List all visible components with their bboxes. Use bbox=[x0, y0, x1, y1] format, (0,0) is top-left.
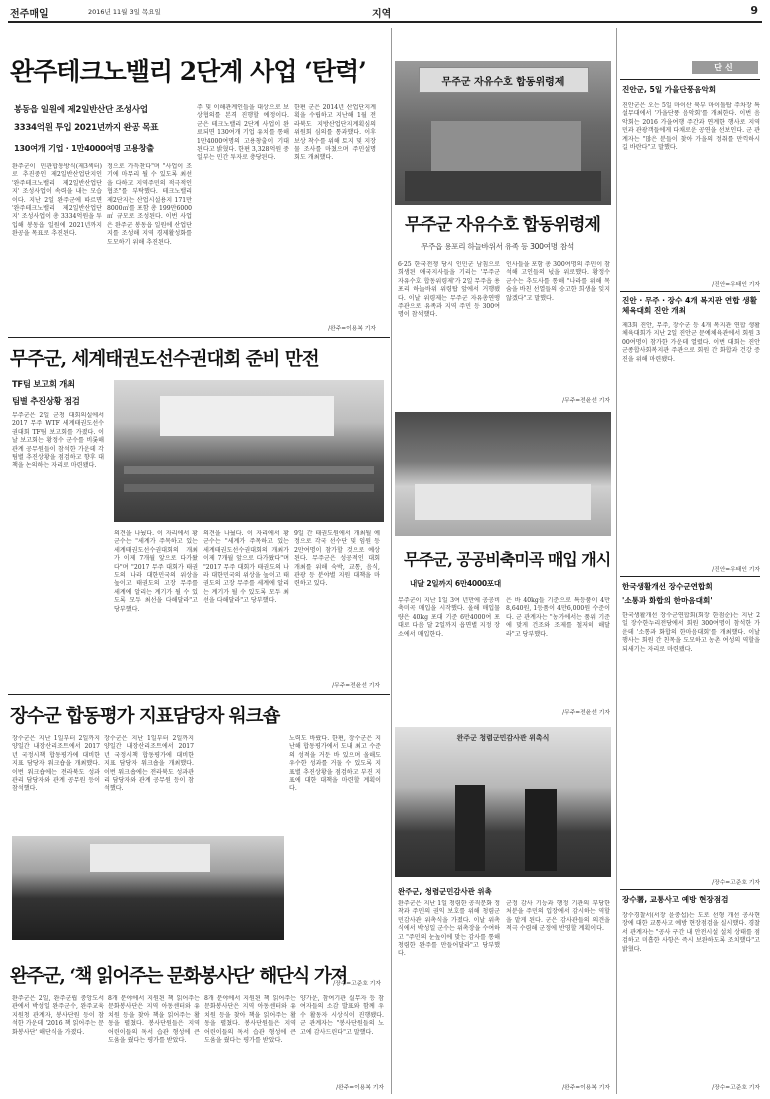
sidebar-label: 단신 bbox=[714, 63, 736, 72]
sidebar-item3-byline: /장수=고준호 기자 bbox=[712, 880, 760, 886]
rice-photo bbox=[395, 412, 611, 536]
sidebar-item1-byline: /진안=우태인 기자 bbox=[712, 282, 760, 288]
main-col5: 한편 군은 2014년 산업단지계획을 수립하고 지난해 1월 전라북도 지방산업단지계획심의위원회 심의를 통과했다. 이후 보상 착수를 위해 토지 및 지장물 조사를 마쳤으며 주민설명회도 개최했다. bbox=[294, 104, 376, 162]
sidebar-item2-body: 제3회 진안, 무주, 장수군 등 4개 복지관 연합 생활체육대회가 지난 2일 진안군 문예체육관에서 회원 300여명이 참가한 가운데 열렸다. 이번 대회는 진안군종합사회복지관 주관으로 회원 간 화합과 건강 증진을 위해 마련됐다. bbox=[622, 322, 760, 363]
sidebar-item2-byline: /진안=우태인 기자 bbox=[712, 567, 760, 573]
section-name: 지역 bbox=[372, 9, 392, 20]
sports-headline: 무주군, 세계태권도선수권대회 준비 만전 bbox=[10, 349, 319, 370]
rice-col2: 은 바 40kg들 기준으로 특등품이 4만 8,640원, 1등품이 4만6,000원 수준이다. 군 관계자는 "농가에서는 품위 기준에 맞게 건조와 조제를 철저히 해달라"고 당부했다. bbox=[506, 597, 610, 638]
books-byline: /완주=이용복 기자 bbox=[336, 1085, 384, 1091]
memorial-byline: /무주=전윤선 기자 bbox=[562, 398, 610, 404]
sidebar-rule-4 bbox=[620, 889, 760, 890]
audit-caption: 완주군, 청렴군민감사관 위촉 bbox=[398, 887, 492, 896]
jangsu-col2: 장수군은 지난 1일부터 2일까지 양일간 내장산리조트에서 2017년 국정시책 합동평가에 대비한 지표 담당자 워크숍을 개최했다. 이번 워크숍에는 전라북도 성과관리 담당자와 관계 공무원 등이 참석했다. bbox=[104, 735, 194, 793]
books-col4: 양가운, 참여기관 실무자 등 참여자들의 소감 발표와 함께 우수 활동자 시상식이 진행됐다. 군 관계자는 "봉사단원들의 노고에 감사드린다"고 말했다. bbox=[300, 995, 384, 1036]
paper-name: 전주매일 bbox=[10, 9, 49, 20]
main-col1: 완주군이 민관합동방식(제3섹터)로 추진중인 제2일반산업단지인 '완주테크노밸리 제2일반산업단지' 조성사업이 속력을 내는 모습이다. 지난 2일 완주군에 따르면 '완주테크노밸리 제2일반산업단지' 조성사업이 총 3334억원을 투입해 봉동읍 일원에 2021년까지 완공을 목표로 추진된다. bbox=[12, 163, 102, 238]
issue-date: 2016년 11월 3일 목요일 bbox=[88, 8, 161, 16]
rice-headline: 무주군, 공공비축미곡 매입 개시 bbox=[404, 550, 611, 569]
audit-byline: /완주=이용복 기자 bbox=[562, 1085, 610, 1091]
main-sub1: 봉동읍 일원에 제2일반산단 조성사업 bbox=[14, 105, 148, 115]
audit-photo bbox=[395, 727, 611, 877]
jangsu-col3: 노력도 바랐다. 한편, 장수군은 지난해 합동평가에서 도내 최고 수준의 성적을 거둔 바 있으며 올해도 우수한 성과를 거둘 수 있도록 지표별 추진상황을 점검하고 부진 지표에 대한 대책을 마련할 계획이다. bbox=[289, 735, 381, 793]
main-byline: /완주=이용복 기자 bbox=[328, 326, 376, 332]
memorial-col1: 6·25 한국전쟁 당시 인민군 남침으로 희생된 애국지사들을 기리는 '무주군 자유수호 합동위령제'가 2일 무주읍 용포리 하늘바위 위령탑 앞에서 거행됐다. 이날 위령제는 무주군 자유총연맹 주관으로 유족과 지역 주민 등 300여명이 참석했다. bbox=[398, 261, 500, 319]
rice-sub: 내달 2일까지 6만4000포대 bbox=[410, 579, 501, 588]
rice-byline: /무주=전윤선 기자 bbox=[562, 710, 610, 716]
sidebar-item4-body: 장수경찰서(서장 윤중섭)는 도로 선형 개선 공사현장에 대한 교통사고 예방 현장점검을 실시했다. 경찰서 관계자는 "공사 구간 내 안전시설 설치 상태를 점검하고 미흡한 사항은 즉시 보완하도록 조치했다"고 밝혔다. bbox=[622, 912, 760, 953]
books-col3: 8개 분야에서 지원된 책 읽어주는 문화봉사단은 지역 아동센터와 유치원 등을 찾아 책을 읽어주는 활동을 펼쳤다. 봉사단원들은 지역 어린이들의 독서 습관 형성에 큰 도움을 줬다는 평가를 받았다. bbox=[204, 995, 296, 1045]
sidebar-item3-body: 한국생활개선 장수군연합회(회장 한점순)는 지난 2일 장수한누리전당에서 회원 300여명이 참석한 가운데 '소통과 화합의 한마음대회'를 개최했다. 이날 행사는 회원 간 친목을 도모하고 농촌 여성의 역할을 되새기는 자리로 마련됐다. bbox=[622, 612, 760, 653]
sports-photo bbox=[114, 380, 384, 522]
sports-rule bbox=[8, 337, 390, 338]
sports-sub2: 팀별 추진상황 점검 bbox=[12, 396, 80, 406]
audit-banner-text: 완주군 청렴군민감사관 위촉식 bbox=[456, 734, 550, 742]
sidebar-item2-title: 진안 · 무주 · 장수 4개 복지관 연합 생활체육대회 진안 개최 bbox=[622, 296, 757, 315]
memorial-sub: 무주읍 용포리 하늘바위서 유족 등 300여명 참석 bbox=[421, 242, 574, 251]
masthead-rule bbox=[8, 21, 762, 23]
sports-byline: /무주=전윤선 기자 bbox=[332, 683, 380, 689]
sports-sub1: TF팀 보고회 개최 bbox=[12, 379, 75, 389]
sports-col1: 무주군은 2일 군청 대회의실에서 2017 무주 WTF 세계태권도선수권대회 TF팀 보고회를 가졌다. 이날 보고회는 황정수 군수를 비롯해 관계 공무원들이 참석한 가운데 각 팀별 추진상황을 점검하고 향후 대책을 논의하는 자리로 마련됐다. bbox=[12, 412, 104, 470]
memorial-headline: 무주군 자유수호 합동위령제 bbox=[405, 215, 600, 235]
audit-col1: 완주군은 지난 1일 청렴한 공직문화 정착과 주민의 권익 보호를 위해 청렴군민감사관 위촉식을 가졌다. 이날 위촉식에서 박성일 군수는 위촉장을 수여하고 "주민의 눈높이에 맞는 감사를 통해 청렴한 완주를 만들어달라"고 당부했다. bbox=[398, 900, 500, 958]
sidebar-rule-2 bbox=[620, 291, 760, 292]
sports-col2: 의견을 나눴다. 이 자리에서 황 군수는 "세계가 주목하고 있는 세계태권도선수권대회의 개최가 이제 7개월 앞으로 다가왔다"며 "2017 무주 대회가 태권도의 나라 대한민국의 위상을 높이고 태권도의 고장 무주를 세계에 알리는 계기가 될 수 있도록 모두 최선을 다해달라"고 당부했다. bbox=[114, 530, 198, 613]
page-number: 9 bbox=[750, 4, 758, 17]
memorial-photo bbox=[395, 61, 611, 205]
sports-col3: 의견을 나눴다. 이 자리에서 황 군수는 "세계가 주목하고 있는 세계태권도선수권대회의 개최가 이제 7개월 앞으로 다가왔다"며 "2017 무주 대회가 태권도의 나라 대한민국의 위상을 높이고 태권도의 고장 무주를 세계에 알리는 계기가 될 수 있도록 모두 최선을 다해달라"고 당부했다. bbox=[203, 530, 289, 605]
main-headline: 완주테크노밸리 2단계 사업 ‘탄력’ bbox=[10, 57, 366, 86]
sidebar-rule-3 bbox=[620, 576, 760, 577]
books-col1: 완주군은 2일, 완주군립 중앙도서관에서 박성일 완주군수, 완주교육지원청 관계자, 봉사단원 등이 참석한 가운데 '2016 책 읽어주는 문화봉사단' 해단식을 가졌다. bbox=[12, 995, 104, 1036]
main-col2: 정으로 가득찬다"며 "사업이 조기에 마무리 될 수 있도록 최선을 다하고 지역주민의 적극적인 협조"를 부탁했다. 테크노밸리 제2단지는 산업시설용지 171만8000㎡를 포함 총 199만6000㎡ 규모로 조성된다. 이번 사업은 완주군 봉동읍 일원에 산업단지를 조성해 지역 경제활성화를 도모하기 위해 추진된다. bbox=[107, 163, 192, 246]
memorial-banner-text: 무주군 자유수호 합동위령제 bbox=[441, 77, 565, 88]
audit-col2: 군정 감사 기능과 행정 기관의 부당한 처분을 주민의 입장에서 감시하는 역할을 맡게 된다. 군은 감사관들의 의견을 적극 수렴해 군정에 반영할 계획이다. bbox=[506, 900, 610, 933]
sidebar-item1-body: 진안군은 오는 5일 마이산 북부 마이돌탑 주차장 특설무대에서 '가을단풍 음악회'를 개최한다. 이번 음악회는 2016 가을여행 주간과 연계한 행사로 지역민과 관광객들에게 다채로운 공연을 선보인다. 군 관계자는 "많은 분들이 찾아 가을의 정취를 만끽하시길 바란다"고 말했다. bbox=[622, 102, 760, 152]
sidebar-item4-title: 장수署, 교통사고 예방 현장점검 bbox=[622, 895, 729, 904]
rice-col1: 무주군이 지난 1일 3여 년만에 공공비축미곡 매입을 시작했다. 올해 매입물량은 40kg 포대 기준 6만4000여 포대로 다음 달 2일까지 읍면별 지정 장소에서 매입한다. bbox=[398, 597, 500, 638]
main-sub3: 130여개 기업 · 1만4000여명 고용창출 bbox=[14, 143, 154, 153]
sidebar-item4-byline: /장수=고준호 기자 bbox=[712, 1085, 760, 1091]
jangsu-headline: 장수군 합동평가 지표담당자 워크숍 bbox=[10, 706, 280, 727]
sidebar-label-box bbox=[692, 61, 758, 74]
divider-sidebar bbox=[616, 28, 617, 1094]
sidebar-item3-title: 한국생활개선 장수군연합회 bbox=[622, 582, 713, 591]
books-headline: 완주군, ‘책 읽어주는 문화봉사단’ 해단식 가져 bbox=[10, 966, 347, 987]
sports-col4: 9일 간 태권도원에서 개최될 예정으로 각국 선수단 및 임원 등 2만여명이 참가할 것으로 예상된다. 무주군은 성공적인 대회 개최를 위해 숙박, 교통, 음식, 관광 등 분야별 지원 대책을 마련하고 있다. bbox=[294, 530, 380, 588]
jangsu-col1: 장수군은 지난 1일부터 2일까지 양일간 내장산리조트에서 2017년 국정시책 합동평가에 대비한 지표 담당자 워크숍을 개최했다. 이번 워크숍에는 전라북도 성과관리 담당자와 관계 공무원 등이 참석했다. bbox=[12, 735, 100, 793]
sidebar-item1-title: 진안군, 5일 가을단풍음악회 bbox=[622, 85, 717, 94]
divider-main bbox=[391, 28, 392, 1094]
books-col2: 8개 분야에서 지원된 책 읽어주는 문화봉사단은 지역 아동센터와 유치원 등을 찾아 책을 읽어주는 활동을 펼쳤다. 봉사단원들은 지역 어린이들의 독서 습관 형성에 큰 도움을 줬다는 평가를 받았다. bbox=[108, 995, 200, 1045]
main-sub2: 3334억원 투입 2021년까지 완공 목표 bbox=[14, 123, 159, 133]
jangsu-rule bbox=[8, 694, 390, 695]
main-col3: 주 및 이해관계인들을 대상으로 보상협의를 본격 진행할 예정이다. 군은 테크노밸리 2단계 사업이 완료되면 130여개 기업 유치를 통해 1만4000여명의 고용창출이 기대된다고 밝혔다. 한편 3,328억원 중 일부는 민간 투자로 충당된다. bbox=[197, 104, 289, 162]
jangsu-byline: /장수=고준호 기자 bbox=[333, 981, 381, 987]
sidebar-item3-sub: '소통과 화합의 한마음대회' bbox=[622, 596, 713, 605]
memorial-col2: 인사들을 포함 총 300여명의 주민이 참석해 고인들의 넋을 위로했다. 황정수 군수는 추도사를 통해 "나라를 위해 목숨을 바친 선열들의 숭고한 희생을 잊지 않겠다"고 말했다. bbox=[506, 261, 610, 302]
masthead bbox=[10, 4, 760, 20]
jangsu-photo bbox=[12, 836, 284, 940]
sidebar-rule-1 bbox=[620, 79, 760, 80]
